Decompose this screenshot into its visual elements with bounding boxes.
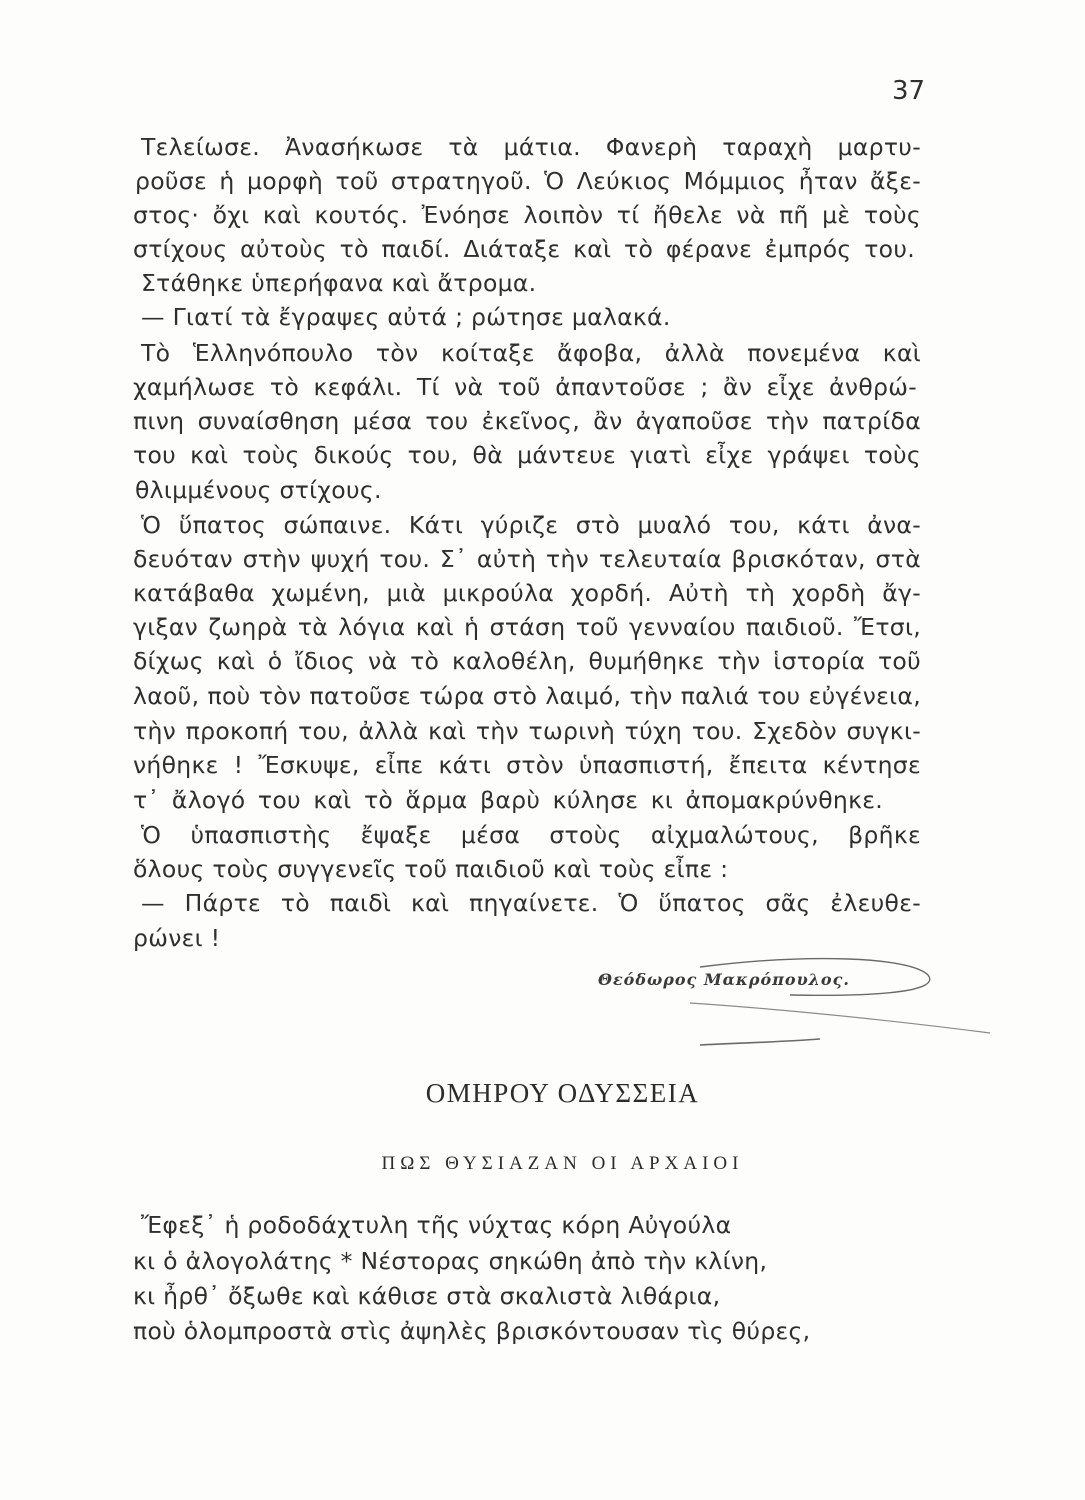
poem-line-2: κι ὁ ἀλογολάτης * Νέστορας σηκώθη ἀπὸ τὴν κλίνη,: [133, 1247, 768, 1275]
story-line-5: Στάθηκε ὑπερήφανα καὶ ἄτρομα.: [141, 269, 537, 297]
story-line-13: δευόταν στὴν ψυχή του. Σ᾿ αὐτὴ τὴν τελευταία βρισκόταν, στὰ: [133, 545, 921, 573]
story-line-3: στος· ὄχι καὶ κουτός. Ἐνόησε λοιπὸν τί ἤθελε νὰ πῆ μὲ τοὺς: [133, 201, 921, 229]
story-line-22: ὅλους τοὺς συγγενεῖς τοῦ παιδιοῦ καὶ τοὺς εἶπε :: [133, 855, 729, 883]
story-line-20: τ᾿ ἄλογό του καὶ τὸ ἅρμα βαρὺ κύλησε κι ἀπομακρύνθηκε.: [133, 786, 883, 814]
story-line-12: Ὁ ὕπατος σώπαινε. Κάτι γύριζε στὸ μυαλό του, κάτι ἀνα-: [141, 511, 921, 539]
story-line-23: — Πάρτε τὸ παιδὶ καὶ πηγαίνετε. Ὁ ὕπατος σᾶς ἐλευθε-: [141, 889, 921, 917]
signature-flourish-icon: [660, 945, 1000, 1055]
author-signature: Θεόδωρος Μακρόπουλος.: [598, 970, 850, 989]
story-line-4: στίχους αὐτοὺς τὸ παιδί. Διάταξε καὶ τὸ φέρανε ἐμπρός του.: [133, 235, 915, 263]
story-line-24: ρώνει !: [133, 924, 221, 952]
poem-line-4: ποὺ ὁλομπροστὰ στὶς ἀψηλὲς βρισκόντουσαν τὶς θύρες,: [133, 1317, 811, 1345]
story-line-21: Ὁ ὑπασπιστὴς ἔψαξε μέσα στοὺς αἰχμαλώτους, βρῆκε: [141, 821, 921, 849]
story-line-14: κατάβαθα χωμένη, μιὰ μικρούλα χορδή. Αὐτὴ τὴ χορδὴ ἄγ-: [133, 579, 921, 607]
story-line-6: — Γιατί τὰ ἔγραψες αὐτά ; ρώτησε μαλακά.: [141, 303, 671, 331]
story-line-8: χαμήλωσε τὸ κεφάλι. Τί νὰ τοῦ ἀπαντοῦσε ; ἂν εἶχε ἀνθρώ-: [133, 373, 917, 401]
story-line-11: θλιμμένους στίχους.: [135, 476, 382, 504]
story-line-18: τὴν προκοπή του, ἀλλὰ καὶ τὴν τωρινὴ τύχη του. Σχεδὸν συγκι-: [133, 717, 921, 745]
story-line-7: Τὸ Ἑλληνόπουλο τὸν κοίταξε ἄφοβα, ἀλλὰ πονεμένα καὶ: [141, 339, 921, 367]
section-title: ΟΜΗΡΟΥ ΟΔΥΣΣΕΙΑ: [425, 1078, 700, 1108]
page-number: 37: [892, 76, 926, 106]
story-line-1: Τελείωσε. Ἀνασήκωσε τὰ μάτια. Φανερὴ ταραχὴ μαρτυ-: [141, 133, 921, 161]
story-line-9: πινη συναίσθηση μέσα του ἐκεῖνος, ἂν ἀγαποῦσε τὴν πατρίδα: [133, 407, 921, 435]
poem-line-3: κι ἦρθ᾿ ὄξωθε καὶ κάθισε στὰ σκαλιστὰ λιθάρια,: [133, 1282, 721, 1310]
story-line-2: ροῦσε ἡ μορφὴ τοῦ στρατηγοῦ. Ὁ Λεύκιος Μόμμιος ἦταν ἄξε-: [135, 167, 921, 195]
story-line-10: του καὶ τοὺς δικούς του, θὰ μάντευε γιατὶ εἶχε γράψει τοὺς: [133, 441, 921, 469]
poem-line-1: Ἔφεξ᾿ ἡ ροδοδάχτυλη τῆς νύχτας κόρη Αὐγούλα: [141, 1211, 732, 1239]
story-line-15: γιξαν ζωηρὰ τὰ λόγια καὶ ἡ στάση τοῦ γενναίου παιδιοῦ. Ἔτσι,: [133, 613, 921, 641]
story-line-19: νήθηκε ! Ἔσκυψε, εἶπε κάτι στὸν ὑπασπιστή, ἔπειτα κέντησε: [133, 751, 921, 779]
story-line-16: δίχως καὶ ὁ ἴδιος νὰ τὸ καλοθέλη, θυμήθηκε τὴν ἱστορία τοῦ: [133, 647, 921, 675]
section-subtitle: ΠΩΣ ΘΥΣΙΑΖΑΝ ΟΙ ΑΡΧΑΙΟΙ: [381, 1153, 744, 1174]
story-line-17: λαοῦ, ποὺ τὸν πατοῦσε τώρα στὸ λαιμό, τὴν παλιά του εὐγένεια,: [133, 682, 921, 710]
